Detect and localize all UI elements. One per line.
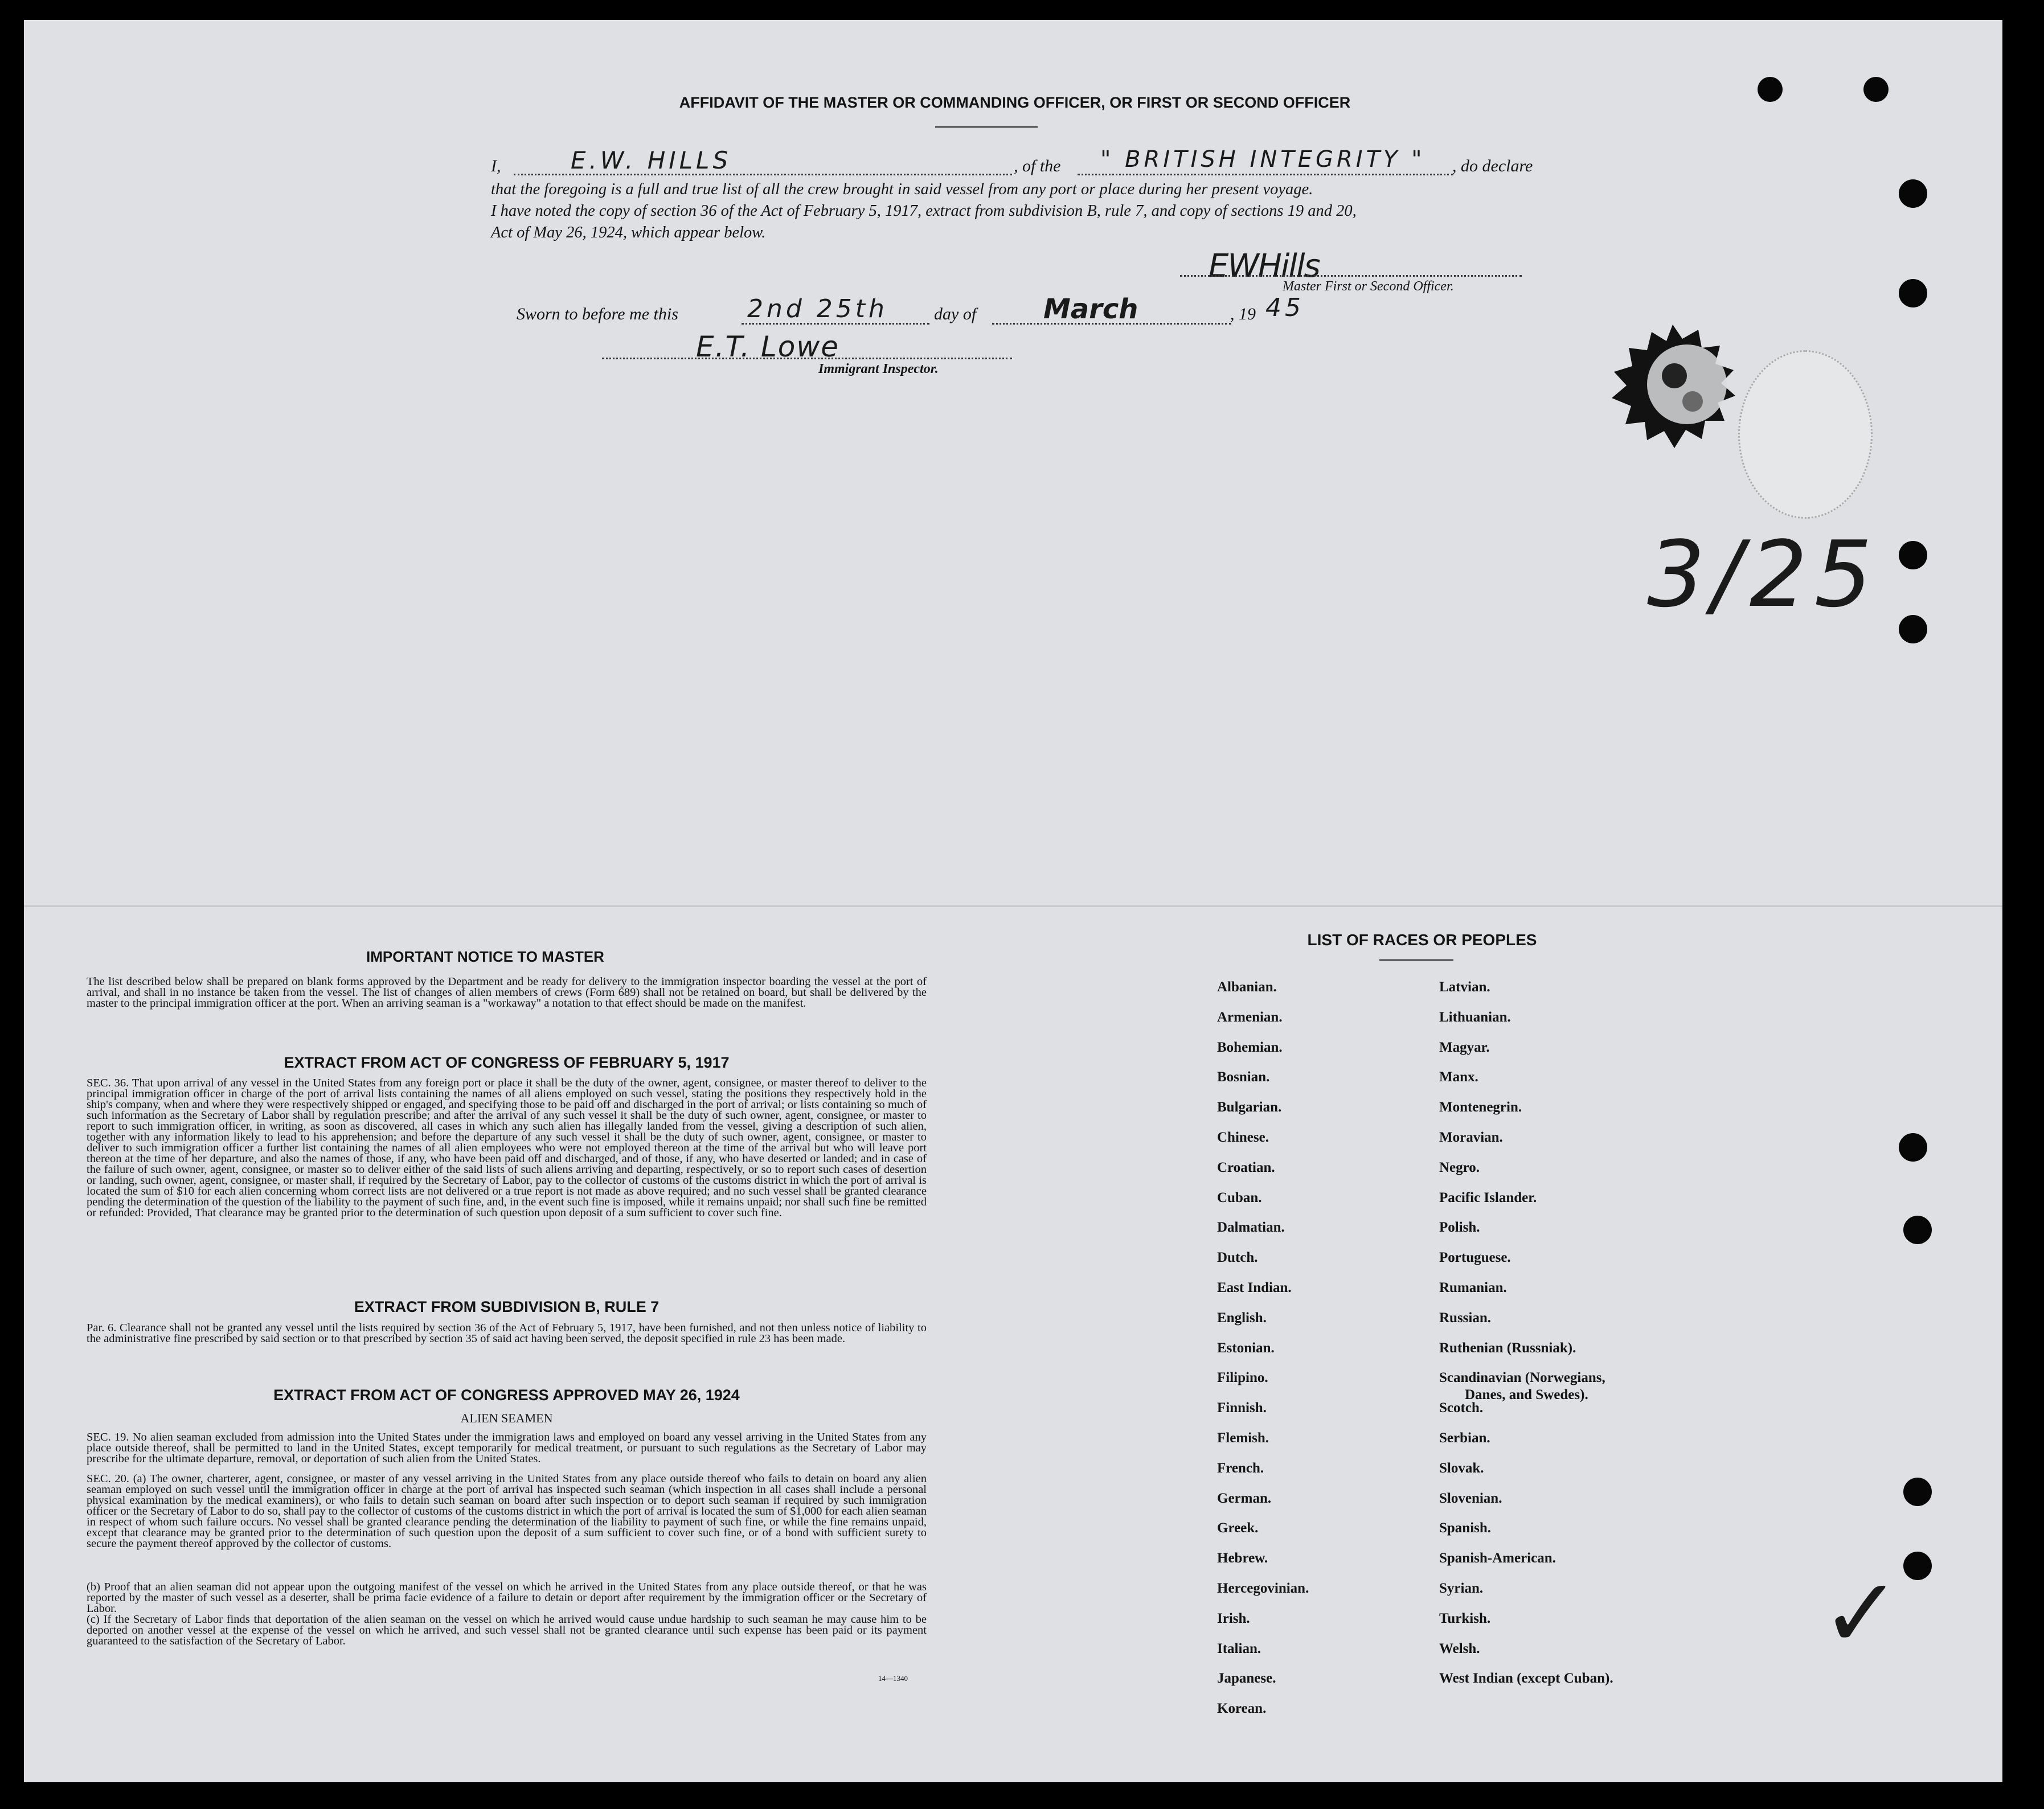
notice-title: IMPORTANT NOTICE TO MASTER [366, 948, 604, 965]
race-item: Estonian. [1217, 1340, 1275, 1356]
race-item: Scotch. [1439, 1400, 1484, 1416]
race-item: Moravian. [1439, 1130, 1503, 1145]
punch-hole [1758, 77, 1783, 102]
race-item: Manx. [1439, 1069, 1478, 1085]
race-item: Chinese. [1217, 1130, 1269, 1145]
race-item: Cuban. [1217, 1189, 1262, 1205]
race-item: Montenegrin. [1439, 1100, 1522, 1115]
race-item: Japanese. [1217, 1671, 1276, 1687]
race-item: Croatian. [1217, 1159, 1275, 1175]
punch-hole [1899, 541, 1927, 569]
race-item: English. [1217, 1310, 1267, 1326]
race-item: East Indian. [1217, 1280, 1292, 1295]
punch-hole [1903, 1552, 1932, 1580]
race-item: Filipino. [1217, 1370, 1268, 1386]
affidavit-line-2: that the foregoing is a full and true list of all the crew brought in said vessel from any port or place during her present voyage. [491, 181, 1313, 198]
race-item: Italian. [1217, 1640, 1261, 1656]
do-declare-text: , do declare [1452, 157, 1533, 175]
punch-hole [1899, 615, 1927, 643]
race-item: Pacific Islander. [1439, 1189, 1537, 1205]
race-item: Serbian. [1439, 1430, 1490, 1446]
race-item: Negro. [1439, 1159, 1480, 1175]
race-item: Dutch. [1217, 1250, 1258, 1266]
master-name: E.W. HILLS [571, 146, 732, 174]
race-item: Flemish. [1217, 1430, 1269, 1446]
race-item: Russian. [1439, 1310, 1492, 1326]
inspector-line [602, 358, 1012, 359]
affidavit-title: AFFIDAVIT OF THE MASTER OR COMMANDING OFFICER, OR FIRST OR SECOND OFFICER [679, 94, 1351, 111]
form-code: 14—1340 [878, 1674, 908, 1683]
master-caption: Master First or Second Officer. [1283, 279, 1454, 294]
race-item: Irish. [1217, 1610, 1250, 1626]
race-item: Latvian. [1439, 979, 1490, 995]
extract-1924-sec20c: (c) If the Secretary of Labor finds that deportation of the alien seaman on the vessel on which he arrived would cause undue hardship to such seaman he may cause him to be deported on another vessel at the expense of the vessel on which he arrived, and such vessel shall not be granted clearance until such expense has been paid or its payment guaranteed to the satisfaction of the Secretary of Labor. [87, 1613, 927, 1647]
sworn-month: March [1043, 293, 1138, 325]
affidavit-i: I, [491, 157, 501, 175]
race-item: Portuguese. [1439, 1250, 1511, 1266]
title-underline [935, 126, 1038, 128]
alien-seamen-subtitle: ALIEN SEAMEN [460, 1411, 553, 1425]
extract-1924-sec20a: SEC. 20. (a) The owner, charterer, agent, consignee, or master of any vessel arriving in the United States from any place outside thereof who fails to detain on board any alien seaman employed on such vessel until the immigration officer in charge at the port of arrival has inspected such seaman (which inspection in all cases shall include a personal physical examination by the medical examiners), or who fails to detain such seaman on board after such inspection or to deport such seaman if required by such immigration officer or the Secretary of Labor to do so, shall pay to the collector of customs of the customs district in which the port of arrival is located the sum of $1,000 for each alien seaman in respect of whom such failure occurs. No vessel shall be granted clearance pending the determination of the liability to payment of such fine, or while the fine remains unpaid, except that clearance may be granted prior to the determination of such question upon the deposit of a sum sufficient to cover such fine, or of a bond with sufficient surety to secure the payment thereof approved by the collector of customs. [87, 1472, 927, 1550]
races-title: LIST OF RACES OR PEOPLES [1307, 931, 1537, 949]
subdivision-title: EXTRACT FROM SUBDIVISION B, RULE 7 [354, 1298, 660, 1315]
race-item: Rumanian. [1439, 1280, 1507, 1295]
extract-1924-sec20b: (b) Proof that an alien seaman did not appear upon the outgoing manifest of the vessel on which he arrived in the United States from any place outside thereof, or that he was reported by the master of such vessel as a deserter, shall be prima facie evidence of a failure to detain or deport after requirement by the immigration officer or the Secretary of Labor. [87, 1581, 927, 1615]
extract-1917-title: EXTRACT FROM ACT OF CONGRESS OF FEBRUARY 5, 1917 [284, 1054, 730, 1071]
race-item: Bulgarian. [1217, 1100, 1282, 1115]
inspector-caption: Immigrant Inspector. [818, 362, 939, 376]
year-prefix: , 19 [1230, 305, 1256, 323]
extract-1924-title: EXTRACT FROM ACT OF CONGRESS APPROVED MAY 26, 1924 [273, 1387, 740, 1404]
punch-hole [1899, 279, 1927, 307]
race-item: Danes, and Swedes). [1465, 1387, 1588, 1403]
notice-body: The list described below shall be prepared on blank forms approved by the Department and be ready for delivery to the immigration inspector boarding the vessel at the port of arrival, and shall in no instance be taken from the vessel. The list of changes of alien members of crews (Form 689) shall not be retained on board, but shall be delivered by the master to the principal immigration officer at the port. When an arriving seaman is a "workaway" a notation to that effect should be made on the manifest. [87, 975, 927, 1010]
race-item: Dalmatian. [1217, 1220, 1285, 1236]
extract-1917-body: SEC. 36. That upon arrival of any vessel in the United States from any foreign port or place it shall be the duty of the owner, agent, consignee, or master thereof to deliver to the principal immigration officer in charge of the port of arrival lists containing the names of all aliens employed on such vessel, stating the positions they respectively hold in the ship's company, when and where they were respectively shipped or engaged, and specifying those to be paid off and discharged in the port of arrival; or lists containing so much of such information as the Secretary of Labor shall by regulation prescribe; and after the arrival of any such vessel it shall be the duty of such owner, agent, consignee, or master to report to such immigration officer, in writing, as soon as discovered, all cases in which any such alien has illegally landed from the vessel, giving a description of such alien, together with any information likely to lead to his apprehension; and before the departure of any such vessel it shall be the duty of such owner, agent, consignee, or master to deliver to such immigration officer a further list containing the names of all alien employees who were not employed thereon at the time of the arrival but who will leave port thereon at the time of her departure, and also the names of those, if any, who have been paid off and discharged, and of those, if any, who have deserted or landed; and in case of the failure of such owner, agent, consignee, or master so to deliver either of the said lists of such aliens arriving and departing, respectively, or so to report such cases of desertion or landing, such owner, agent, consignee, or master shall, if required by the Secretary of Labor, pay to the collector of customs of the customs district in which the port of arrival is located the sum of $10 for each alien concerning whom correct lists are not delivered or a true report is not made as above required; and no such vessel shall be granted clearance pending the determination of the question of the liability to the payment of such fine, and, in the event such fine is imposed, while it remains unpaid; nor shall such fine be remitted or refunded: Provided, That clearance may be granted prior to the determination of such question upon deposit of a sum sufficient to cover such fine. [87, 1077, 927, 1219]
race-item: Finnish. [1217, 1400, 1267, 1416]
race-item: Bosnian. [1217, 1069, 1270, 1085]
race-item: Bohemian. [1217, 1039, 1283, 1055]
master-signature: EWHills [1209, 248, 1320, 285]
races-title-underline [1379, 959, 1453, 961]
race-item: Polish. [1439, 1220, 1480, 1236]
punch-hole [1863, 77, 1889, 102]
punch-hole [1903, 1216, 1932, 1244]
seal-icon [1607, 322, 1738, 453]
race-item: Lithuanian. [1439, 1009, 1511, 1025]
inspector-signature: E.T. Lowe [696, 330, 839, 363]
race-item: Hercegovinian. [1217, 1581, 1309, 1596]
master-signature-line [1180, 275, 1522, 277]
sworn-day: 2nd 25th [747, 294, 888, 323]
race-item: Korean. [1217, 1701, 1267, 1717]
race-item: Ruthenian (Russniak). [1439, 1340, 1576, 1356]
race-item: Syrian. [1439, 1581, 1484, 1596]
sworn-label: Sworn to before me this [517, 305, 678, 323]
extract-1924-sec19: SEC. 19. No alien seaman excluded from admission into the United States under the immigration laws and employed on board any vessel arriving in the United States from any place outside thereof, shall be permitted to land in the United States, except temporarily for medical treatment, or pursuant to such regulations as the Secretary of Labor may prescribe for the ultimate departure, removal, or deportation of such alien from the United States. [87, 1431, 927, 1465]
subdivision-body: Par. 6. Clearance shall not be granted any vessel until the lists required by section 36 of the Act of February 5, 1917, have been furnished, and not then unless notice of liability to the administrative fine prescribed by said section or to that prescribed by section 35 of said act having been served, the deposit specified in rule 23 has been made. [87, 1322, 927, 1345]
punch-hole [1899, 1133, 1927, 1162]
race-item: French. [1217, 1460, 1264, 1476]
race-item: Armenian. [1217, 1009, 1283, 1025]
race-item: Turkish. [1439, 1610, 1491, 1626]
race-item: Hebrew. [1217, 1550, 1268, 1566]
race-item: Spanish-American. [1439, 1550, 1556, 1566]
margin-note: 3/25 [1647, 521, 1879, 627]
day-of-text: day of [934, 305, 977, 323]
affidavit-line-4: Act of May 26, 1924, which appear below. [491, 224, 766, 241]
of-the-text: , of the [1014, 157, 1061, 175]
document-page [24, 20, 2002, 1782]
punch-hole [1903, 1478, 1932, 1506]
race-item: Welsh. [1439, 1640, 1480, 1656]
race-item: Slovenian. [1439, 1490, 1502, 1506]
seal-embossing [1738, 350, 1873, 519]
race-item: Greek. [1217, 1520, 1259, 1536]
page-fold [24, 905, 2002, 907]
official-seal [1607, 322, 1738, 453]
punch-hole [1899, 179, 1927, 208]
race-item: Spanish. [1439, 1520, 1492, 1536]
race-item: Scandinavian (Norwegians, [1439, 1370, 1605, 1386]
corner-checkmark: ✓ [1821, 1557, 1902, 1670]
race-item: Magyar. [1439, 1039, 1490, 1055]
race-item: West Indian (except Cuban). [1439, 1671, 1613, 1687]
race-item: German. [1217, 1490, 1272, 1506]
race-item: Slovak. [1439, 1460, 1484, 1476]
vessel-name: " BRITISH INTEGRITY " [1100, 146, 1426, 173]
vessel-line [1078, 174, 1453, 175]
sworn-year: 45 [1265, 293, 1304, 322]
affidavit-line-3: I have noted the copy of section 36 of the Act of February 5, 1917, extract from subdivision B, rule 7, and copy of sections 19 and 20, [491, 202, 1357, 220]
race-item: Albanian. [1217, 979, 1277, 995]
